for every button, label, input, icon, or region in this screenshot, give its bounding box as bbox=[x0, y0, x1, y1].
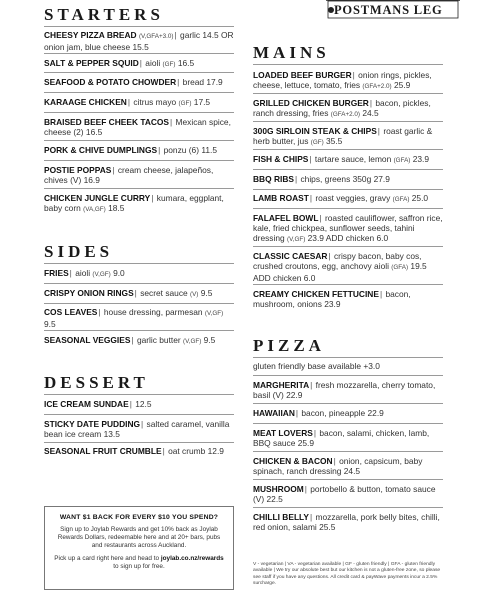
logo-text: POSTMANS LEG bbox=[334, 3, 443, 17]
item-name: GRILLED CHICKEN BURGER bbox=[253, 98, 369, 108]
item-name: MUSHROOM bbox=[253, 484, 304, 494]
dietary-legend: V - vegetarian | VA - vegetarian available | GF - gluten friendly | GFA - gluten friendly available | We try our absolute best but our kitchen is not a gluten-free zone, so please see staff if you have any questions. All credit card & payWave payments incur a 2.5% surcharge. bbox=[253, 562, 441, 587]
item-price: 16.5 bbox=[177, 58, 195, 68]
divider bbox=[253, 64, 443, 65]
promo-cta bbox=[45, 555, 233, 571]
menu-item: COS LEAVES| house dressing, parmesan (V,GF) 9.5 bbox=[44, 307, 224, 330]
item-tag: (2) bbox=[73, 127, 84, 138]
promo-title: WANT $1 BACK FOR EVERY $10 YOU SPEND? bbox=[59, 514, 219, 521]
item-name: ICE CREAM SUNDAE bbox=[44, 399, 129, 409]
item-tag: (GFA+2.0) bbox=[330, 111, 360, 119]
divider bbox=[44, 92, 234, 93]
item-desc: ponzu bbox=[163, 145, 187, 155]
menu-item: SEASONAL VEGGIES| garlic butter (V,GF) 9.5 bbox=[44, 335, 216, 345]
item-price: 19.5 ADD chicken 6.0 bbox=[253, 261, 427, 284]
divider bbox=[253, 479, 443, 480]
divider bbox=[44, 442, 234, 443]
menu-item: CHICKEN & BACON| onion, capsicum, baby spinach, ranch dressing 24.5 bbox=[253, 456, 423, 477]
menu-item: LAMB ROAST| roast veggies, gravy (GFA) 25.0 bbox=[253, 193, 429, 203]
divider bbox=[44, 414, 234, 415]
item-name: MEAT LOVERS bbox=[253, 428, 313, 438]
item-tag: (V,GF) bbox=[92, 271, 111, 278]
divider bbox=[44, 330, 234, 331]
menu-item: CREAMY CHICKEN FETTUCINE| bacon, mushroom, onions 23.9 bbox=[253, 289, 411, 310]
divider bbox=[44, 72, 234, 73]
item-tag: (GF) bbox=[310, 139, 324, 147]
rewards-promo-box bbox=[44, 506, 234, 590]
divider bbox=[253, 246, 443, 247]
divider bbox=[253, 357, 443, 358]
item-name: 300G SIRLOIN STEAK & CHIPS bbox=[253, 126, 377, 136]
divider bbox=[253, 93, 443, 94]
divider bbox=[253, 403, 443, 404]
item-name: LAMB ROAST bbox=[253, 193, 309, 203]
item-tag: (V) bbox=[253, 494, 265, 505]
menu-item: MUSHROOM| portobello & button, tomato sauce (V) 22.5 bbox=[253, 484, 436, 505]
promo-cta-text: Pick up a card right here and head to bbox=[54, 555, 160, 562]
menu-item: FRIES| aioli (V,GF) 9.0 bbox=[44, 268, 125, 278]
divider bbox=[253, 507, 443, 508]
menu-item: SEAFOOD & POTATO CHOWDER| bread 17.9 bbox=[44, 77, 223, 87]
item-name: CHILLI BELLY bbox=[253, 512, 309, 522]
item-name: MARGHERITA bbox=[253, 380, 310, 390]
item-desc: roast veggies, gravy bbox=[315, 193, 391, 203]
item-price: 17.5 bbox=[193, 97, 211, 107]
section-heading-pizza: PIZZA bbox=[253, 336, 325, 355]
item-price: 11.5 bbox=[201, 145, 218, 155]
divider bbox=[253, 375, 443, 376]
item-desc: cream cheese, jalapeños, chives bbox=[44, 165, 214, 186]
item-name: CHICKEN JUNGLE CURRY bbox=[44, 193, 151, 203]
divider bbox=[253, 169, 443, 170]
item-price: 9.5 bbox=[200, 288, 213, 298]
item-price: 23.9 ADD chicken 6.0 bbox=[307, 233, 389, 244]
item-name: CRISPY ONION RINGS bbox=[44, 288, 134, 298]
menu-item: GRILLED CHICKEN BURGER| bacon, pickles, ranch dressing, fries (GFA+2.0) 24.5 bbox=[253, 98, 431, 119]
divider bbox=[44, 112, 234, 113]
item-price: 35.5 bbox=[326, 136, 343, 147]
item-name: SEASONAL VEGGIES bbox=[44, 335, 131, 345]
item-name: STICKY DATE PUDDING bbox=[44, 419, 141, 429]
menu-item: ICE CREAM SUNDAE| 12.5 bbox=[44, 399, 152, 409]
item-price: 22.9 bbox=[286, 390, 303, 401]
item-tag: (GFA) bbox=[393, 157, 411, 164]
item-desc: bread 17.9 bbox=[182, 77, 223, 87]
divider bbox=[44, 160, 234, 161]
item-name: SEASONAL FRUIT CRUMBLE bbox=[44, 446, 162, 456]
divider bbox=[44, 283, 234, 284]
menu-item: FALAFEL BOWL| roasted cauliflower, saffron rice, kale, fried chickpea, sunflower seeds, tahini dressing (V,GF) 23.9 ADD chicken 6.0 bbox=[253, 213, 443, 244]
item-name: CREAMY CHICKEN FETTUCINE bbox=[253, 289, 379, 299]
item-desc: garlic butter bbox=[136, 335, 181, 345]
item-desc: kumara, eggplant, baby corn bbox=[44, 193, 224, 214]
item-desc: tartare sauce, lemon bbox=[314, 154, 392, 164]
item-name: CHICKEN & BACON bbox=[253, 456, 333, 466]
divider bbox=[253, 423, 443, 424]
divider bbox=[44, 53, 234, 54]
item-tag: (V,GFA+3.0) bbox=[138, 33, 174, 40]
item-name: FALAFEL BOWL bbox=[253, 213, 319, 223]
item-tag: (GFA) bbox=[391, 264, 409, 272]
divider bbox=[253, 451, 443, 452]
item-name: FISH & CHIPS bbox=[253, 154, 309, 164]
item-tag: (V) bbox=[272, 390, 284, 401]
menu-item: CLASSIC CAESAR| crispy bacon, baby cos, crushed croutons, egg, anchovy aioli (GFA) 19.5 ADD chicken 6.0 bbox=[253, 251, 427, 284]
item-desc: aioli bbox=[145, 58, 161, 68]
menu-item: 300G SIRLOIN STEAK & CHIPS| roast garlic & herb butter, jus (GF) 35.5 bbox=[253, 126, 433, 147]
item-price: 9.5 bbox=[44, 319, 56, 330]
item-tag: (V) bbox=[70, 175, 82, 186]
item-desc: onion, capsicum, baby spinach, ranch dressing 24.5 bbox=[253, 456, 423, 477]
item-name: KARAAGE CHICKEN bbox=[44, 97, 127, 107]
promo-cta-text: to sign up for free. bbox=[113, 563, 165, 570]
menu-item: CRISPY ONION RINGS| secret sauce (V) 9.5 bbox=[44, 288, 213, 298]
item-tag: (GF) bbox=[162, 61, 176, 68]
item-desc: Mexican spice, cheese bbox=[44, 117, 231, 138]
menu-item: SALT & PEPPER SQUID| aioli (GF) 16.5 bbox=[44, 58, 195, 68]
promo-link[interactable]: joylab.co.nz/rewards bbox=[160, 555, 224, 562]
item-price: 9.0 bbox=[113, 268, 125, 278]
item-price: 16.9 bbox=[83, 175, 100, 186]
menu-item: BBQ RIBS| chips, greens 350g 27.9 bbox=[253, 174, 390, 184]
item-desc: bacon, salami, chicken, lamb, BBQ sauce 25.9 bbox=[253, 428, 430, 449]
item-name: COS LEAVES bbox=[44, 307, 98, 317]
item-tag: (6) bbox=[188, 145, 199, 155]
divider bbox=[253, 189, 443, 190]
promo-body: Sign up to Joylab Rewards and get 10% back as Joylab Rewards Dollars, redeemable here and at 20+ bars, pubs and restaurants across Auckland. bbox=[57, 526, 221, 549]
item-name: HAWAIIAN bbox=[253, 408, 295, 418]
item-desc: garlic 14.5 OR onion jam, blue cheese 15.5 bbox=[44, 30, 234, 53]
menu-item: CHEESY PIZZA BREAD (V,GFA+3.0)| garlic 14.5 OR onion jam, blue cheese 15.5 bbox=[44, 30, 234, 53]
item-desc: secret sauce bbox=[140, 288, 188, 298]
divider bbox=[44, 303, 234, 304]
divider bbox=[44, 26, 234, 27]
section-heading-dessert: DESSERT bbox=[44, 373, 149, 392]
section-heading-starters: STARTERS bbox=[44, 5, 164, 24]
item-name: POSTIE POPPAS bbox=[44, 165, 112, 175]
menu-item: CHILLI BELLY| mozzarella, pork belly bites, chilli, red onion, salami 25.5 bbox=[253, 512, 440, 533]
menu-item: MARGHERITA| fresh mozzarella, cherry tomato, basil (V) 22.9 bbox=[253, 380, 436, 401]
item-price: 25.9 bbox=[393, 80, 411, 91]
item-price: 9.5 bbox=[203, 335, 216, 345]
item-name: LOADED BEEF BURGER bbox=[253, 70, 352, 80]
divider bbox=[253, 149, 443, 150]
item-tag: (GFA+2.0) bbox=[362, 83, 392, 91]
menu-item: LOADED BEEF BURGER| onion rings, pickles, cheese, lettuce, tomato, fries (GFA+2.0) 25.9 bbox=[253, 70, 432, 91]
divider bbox=[44, 188, 234, 189]
item-desc: oat crumb 12.9 bbox=[168, 446, 224, 456]
menu-item: KARAAGE CHICKEN| citrus mayo (GF) 17.5 bbox=[44, 97, 211, 107]
section-heading-sides: SIDES bbox=[44, 242, 114, 261]
item-name: SALT & PEPPER SQUID bbox=[44, 58, 139, 68]
menu-item: CHICKEN JUNGLE CURRY| kumara, eggplant, baby corn (VA,GF) 18.5 bbox=[44, 193, 224, 214]
item-price: 23.9 bbox=[412, 154, 430, 164]
item-desc: bacon, pineapple 22.9 bbox=[301, 408, 384, 418]
item-name: FRIES bbox=[44, 268, 69, 278]
item-desc: fresh mozzarella, cherry tomato, basil bbox=[253, 380, 436, 401]
item-price: 16.5 bbox=[85, 127, 103, 138]
menu-item: POSTIE POPPAS| cream cheese, jalapeños, chives (V) 16.9 bbox=[44, 165, 214, 186]
item-tag: (V) bbox=[190, 291, 199, 298]
item-price: 25.0 bbox=[411, 193, 429, 203]
menu-item: MEAT LOVERS| bacon, salami, chicken, lamb, BBQ sauce 25.9 bbox=[253, 428, 430, 449]
item-desc: house dressing, parmesan bbox=[103, 307, 203, 317]
item-tag: (GFA) bbox=[392, 196, 410, 203]
item-desc: citrus mayo bbox=[133, 97, 177, 107]
pizza-note: gluten friendly base available +3.0 bbox=[253, 361, 380, 371]
item-name: BBQ RIBS bbox=[253, 174, 294, 184]
item-name: SEAFOOD & POTATO CHOWDER bbox=[44, 77, 177, 87]
item-desc: aioli bbox=[75, 268, 91, 278]
item-desc: bacon, mushroom, onions 23.9 bbox=[253, 289, 411, 310]
item-desc: roast garlic & herb butter, jus bbox=[253, 126, 433, 147]
item-name: PORK & CHIVE DUMPLINGS bbox=[44, 145, 158, 155]
logo bbox=[326, 0, 460, 20]
menu-item: BRAISED BEEF CHEEK TACOS| Mexican spice, cheese (2) 16.5 bbox=[44, 117, 231, 138]
divider bbox=[253, 284, 443, 285]
menu-item: FISH & CHIPS| tartare sauce, lemon (GFA) 23.9 bbox=[253, 154, 430, 164]
item-desc: 12.5 bbox=[135, 399, 152, 409]
item-name: BRAISED BEEF CHEEK TACOS bbox=[44, 117, 170, 127]
item-desc: bacon, pickles, ranch dressing, fries bbox=[253, 98, 431, 119]
item-tag: (GF) bbox=[178, 100, 192, 107]
item-desc: chips, greens 350g 27.9 bbox=[300, 174, 390, 184]
divider bbox=[44, 263, 234, 264]
item-name: CLASSIC CAESAR bbox=[253, 251, 328, 261]
item-desc: crispy bacon, baby cos, crushed croutons, egg, anchovy aioli bbox=[253, 251, 422, 272]
item-desc: salted caramel, vanilla bean ice cream 13.5 bbox=[44, 419, 230, 440]
item-tag: (VA,GF) bbox=[83, 206, 106, 214]
divider bbox=[253, 121, 443, 122]
divider bbox=[44, 394, 234, 395]
item-price: 22.5 bbox=[266, 494, 283, 505]
divider bbox=[44, 140, 234, 141]
item-name: CHEESY PIZZA BREAD bbox=[44, 30, 137, 40]
menu-item: SEASONAL FRUIT CRUMBLE| oat crumb 12.9 bbox=[44, 446, 224, 456]
item-desc: roasted cauliflower, saffron rice, kale, fried chickpea, sunflower seeds, tahini dressing bbox=[253, 213, 443, 244]
item-desc: mozzarella, pork belly bites, chilli, red onion, salami 25.5 bbox=[253, 512, 440, 533]
item-tag: (V,GF) bbox=[183, 338, 202, 345]
menu-item: STICKY DATE PUDDING| salted caramel, vanilla bean ice cream 13.5 bbox=[44, 419, 230, 440]
item-desc: onion rings, pickles, cheese, lettuce, tomato, fries bbox=[253, 70, 432, 91]
menu-item: HAWAIIAN| bacon, pineapple 22.9 bbox=[253, 408, 384, 418]
menu-item: PORK & CHIVE DUMPLINGS| ponzu (6) 11.5 bbox=[44, 145, 218, 155]
item-price: 18.5 bbox=[108, 203, 125, 214]
item-price: 24.5 bbox=[362, 108, 379, 119]
section-heading-mains: MAINS bbox=[253, 43, 330, 62]
item-desc: portobello & button, tomato sauce bbox=[310, 484, 436, 494]
item-tag: (V,GF) bbox=[204, 310, 224, 317]
divider bbox=[253, 208, 443, 209]
item-tag: (V,GF) bbox=[286, 236, 306, 244]
